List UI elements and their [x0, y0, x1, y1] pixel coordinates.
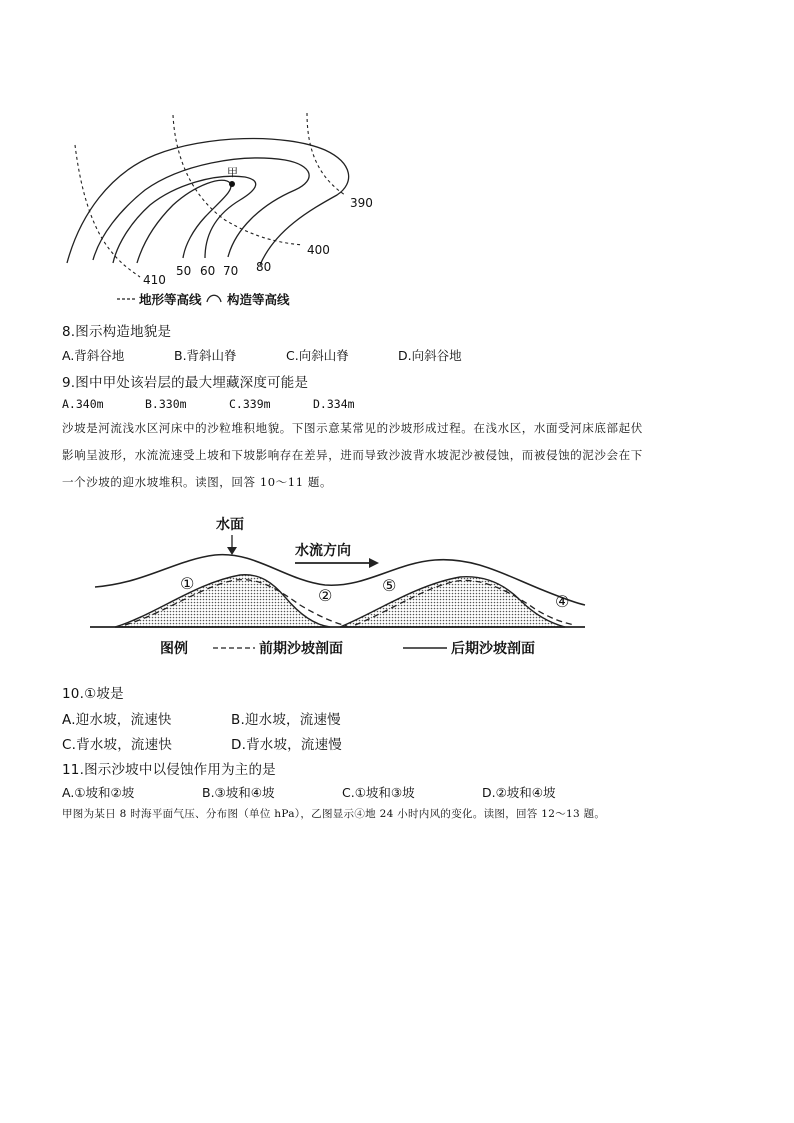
q10-option-d[interactable]: D.背水坡，流速慢 [231, 737, 342, 753]
q9-option-c[interactable]: C.339m [229, 397, 271, 411]
contour-label-50: 50 [176, 264, 192, 278]
q8-option-b[interactable]: B.背斜山脊 [174, 348, 237, 363]
question-9-stem: 9.图中甲处该岩层的最大埋藏深度可能是 [62, 375, 309, 391]
q9-option-d[interactable]: D.334m [313, 397, 355, 411]
question-8-stem: 8.图示构造地貌是 [62, 324, 172, 340]
water-surface-label: 水面 [216, 517, 244, 533]
sand-dune-right [340, 577, 565, 627]
q11-option-c[interactable]: C.①坡和③坡 [342, 785, 415, 800]
q10-option-c[interactable]: C.背水坡，流速快 [62, 737, 173, 753]
contour-figure [55, 105, 385, 315]
marker-slope-4: ④ [555, 592, 570, 611]
passage-sand-wave [62, 415, 742, 496]
water-surface-arrowhead [227, 547, 237, 555]
sand-dune-left [115, 575, 333, 627]
q9-option-a[interactable]: A.340m [62, 397, 104, 411]
sand-wave-figure [85, 505, 590, 665]
contour-label-410: 410 [143, 273, 166, 287]
marker-slope-1: ① [180, 574, 195, 593]
question-10-stem: 10.①坡是 [62, 686, 124, 702]
q9-option-b[interactable]: B.330m [145, 397, 187, 411]
q10-option-b[interactable]: B.迎水坡，流速慢 [231, 712, 341, 728]
q11-option-a[interactable]: A.①坡和②坡 [62, 785, 135, 800]
q8-option-a[interactable]: A.背斜谷地 [62, 348, 125, 363]
q8-option-d[interactable]: D.向斜谷地 [398, 348, 462, 363]
terrain-contour-400 [173, 115, 303, 245]
flow-direction-label: 水流方向 [295, 543, 351, 559]
terrain-contour-390 [307, 113, 345, 195]
passage-line-1: 沙坡是河流浅水区河床中的沙粒堆积地貌。下图示意某常见的沙坡形成过程。在浅水区，水面受河床底部起伏 [62, 421, 643, 435]
passage-pressure-map: 甲图为某日 8 时海平面气压、分布图（单位 hPa），乙图显示④地 24 小时内风的变化。读图，回答 12～13 题。 [62, 808, 606, 820]
structure-contour-50 [137, 180, 231, 263]
q11-option-b[interactable]: B.③坡和④坡 [202, 785, 275, 800]
passage-line-2: 影响呈波形，水流流速受上坡和下坡影响存在差异，进而导致沙波背水坡泥沙被侵蚀，而被侵蚀的泥沙会在下 [62, 448, 643, 462]
question-11-stem: 11.图示沙坡中以侵蚀作用为主的是 [62, 762, 276, 778]
legend-structure-contour: 构造等高线 [227, 292, 290, 307]
contour-label-80: 80 [256, 260, 272, 274]
legend-terrain-contour: 地形等高线 [139, 292, 202, 307]
passage-line-3: 一个沙坡的迎水坡堆积。读图，回答 10～11 题。 [62, 475, 333, 489]
marker-slope-5: ⑤ [382, 576, 397, 595]
flow-direction-arrowhead [369, 558, 379, 568]
contour-label-70: 70 [223, 264, 239, 278]
q8-option-c[interactable]: C.向斜山脊 [286, 348, 349, 363]
marker-slope-2: ② [318, 586, 333, 605]
legend-solid-swatch [207, 295, 221, 302]
label-jia: 甲 [227, 166, 238, 179]
q10-option-a[interactable]: A.迎水坡，流速快 [62, 712, 172, 728]
legend-later-profile: 后期沙坡剖面 [451, 641, 535, 657]
legend-title: 图例 [160, 641, 188, 657]
q11-option-d[interactable]: D.②坡和④坡 [482, 785, 556, 800]
legend-earlier-profile: 前期沙坡剖面 [259, 641, 343, 657]
contour-label-60: 60 [200, 264, 216, 278]
terrain-contour-410 [75, 145, 140, 277]
structure-contour-70 [93, 158, 309, 260]
contour-label-400: 400 [307, 243, 330, 257]
point-jia-marker [229, 181, 235, 187]
contour-label-390: 390 [350, 196, 373, 210]
